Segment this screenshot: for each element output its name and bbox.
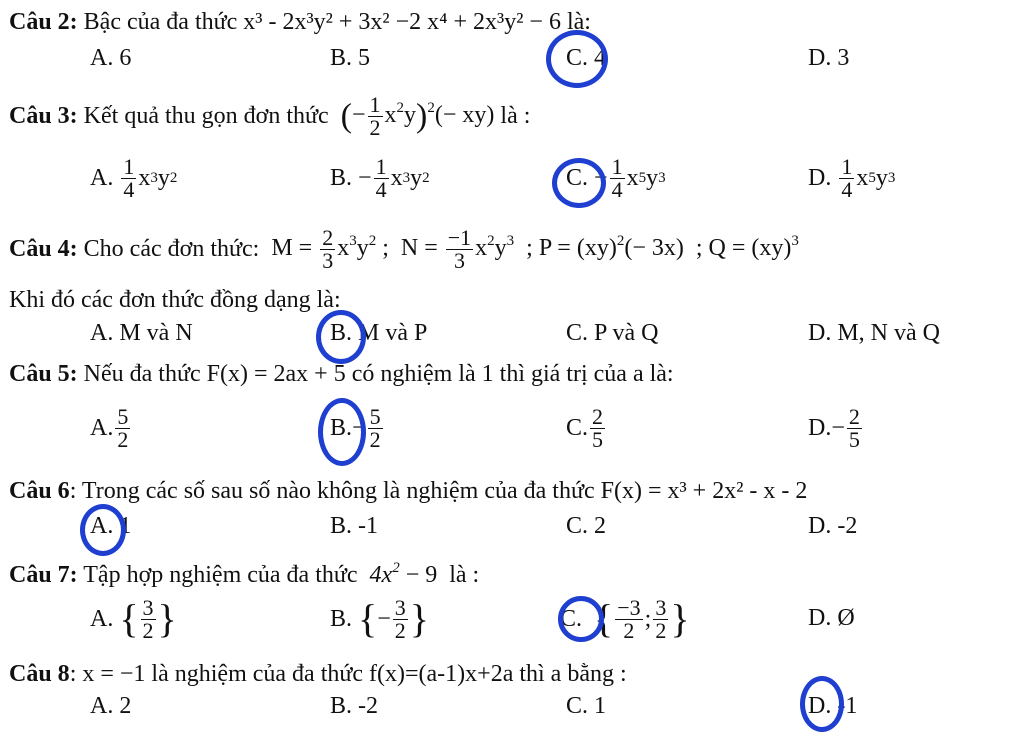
q8-option-b[interactable]: B. -2 (330, 693, 378, 719)
q5-option-c[interactable]: C. $\frac{2}{5}$ (566, 403, 604, 452)
q7-option-a-label: A. (90, 606, 114, 632)
q4-option-d[interactable]: D. M, N và Q (808, 320, 940, 346)
question-6 (9, 477, 807, 505)
q6-option-c[interactable]: C. 2 (566, 513, 607, 539)
q3-option-a-label: A. (90, 165, 114, 191)
q7-option-a[interactable]: A. { $\frac{3}{2}$ } (90, 594, 177, 643)
q3-option-c[interactable]: C. − $\frac{1}{4}$ x 5 y 3 (566, 153, 666, 202)
q6-option-d[interactable]: D. -2 (808, 513, 858, 539)
q3-option-c-label: C. (566, 165, 589, 191)
q8-label: Câu 8 (9, 661, 70, 687)
q4-option-b[interactable]: B. M và P (330, 320, 428, 346)
q5-option-a-label: A. (90, 415, 114, 441)
question-2 (9, 8, 591, 36)
question-3 (9, 91, 531, 140)
q3-expression: (− $\frac{1}{2}$ $x^2y)^2(- xy)$ (340, 91, 495, 140)
q4-option-c[interactable]: C. P và Q (566, 320, 659, 346)
q6-label: Câu 6 (9, 478, 70, 504)
q4-label: Câu 4: (9, 236, 78, 262)
q7-option-b-label: B. (330, 606, 353, 632)
q3-option-a[interactable]: A. $\frac{1}{4}$ x 3 y 2 (90, 153, 178, 202)
q7-option-c-label: C. (560, 606, 583, 632)
q5-option-b[interactable]: B. − $\frac{5}{2}$ (330, 403, 381, 452)
q3-option-b-label: B. (330, 165, 353, 191)
question-8 (9, 660, 627, 688)
q3-label: Câu 3: (9, 103, 78, 129)
question-7 (9, 561, 479, 589)
q2-label: Câu 2: (9, 9, 78, 35)
q2-option-a[interactable]: A. 6 (90, 45, 132, 71)
q7-polynomial: $4x^2 - 9$ (369, 560, 438, 588)
q5-option-a[interactable]: A. $\frac{5}{2}$ (90, 403, 129, 452)
q5-option-b-label: B. (330, 415, 353, 441)
q7-text: Tập hợp nghiệm của đa thức (83, 562, 358, 588)
q6-option-a[interactable]: A. 1 (90, 513, 132, 539)
q4-monomials: M = $\frac{2}{3}$ $x^3y^2$ ; N = $\frac{-1}{3}$ $x^2y^3$ ; P = (xy)$^2$(− 3x) ; Q = (xy)$^3$ (271, 224, 799, 273)
q2-tail: là: (566, 9, 591, 35)
q2-option-b[interactable]: B. 5 (330, 45, 371, 71)
q4-option-a[interactable]: A. M và N (90, 320, 193, 346)
q5-text: Nếu đa thức F(x) = 2ax + 5 có nghiệm là 1 thì giá trị của a là: (83, 361, 674, 387)
q3-option-d-label: D. (808, 165, 832, 191)
question-4 (9, 224, 799, 274)
q8-option-d[interactable]: D. -1 (808, 693, 858, 719)
q7-option-b[interactable]: B. { − $\frac{3}{2}$ } (330, 594, 429, 643)
q3-option-d[interactable]: D. $\frac{1}{4}$ x 5 y 3 (808, 153, 896, 202)
q8-option-a[interactable]: A. 2 (90, 693, 132, 719)
q2-polynomial: x³ - 2x³y² + 3x² −2 x⁴ + 2x³y² − 6 (243, 9, 561, 35)
q3-option-b[interactable]: B. − $\frac{1}{4}$ x 3 y 2 (330, 153, 430, 202)
q5-label: Câu 5: (9, 361, 78, 387)
q7-option-d[interactable]: D. Ø (808, 605, 855, 631)
q6-text: : Trong các số sau số nào không là nghiệm của đa thức F(x) = x³ + 2x² - x - 2 (69, 478, 808, 504)
q8-text: : x = −1 là nghiệm của đa thức f(x)=(a-1)x+2a thì a bằng : (69, 661, 627, 687)
q5-option-c-label: C. (566, 415, 589, 441)
q4-text: Cho các đơn thức: (83, 236, 260, 262)
q5-option-d[interactable]: D. − $\frac{2}{5}$ (808, 403, 860, 452)
q6-option-b[interactable]: B. -1 (330, 513, 378, 539)
q7-label: Câu 7: (9, 562, 78, 588)
q2-text: Bậc của đa thức (83, 9, 238, 35)
q7-tail: là : (449, 562, 480, 588)
q3-tail: là : (500, 103, 531, 129)
q7-option-c[interactable]: C. { $\frac{-3}{2}$ ; $\frac{3}{2}$ } (560, 594, 690, 643)
q4-line2: Khi đó các đơn thức đồng dạng là: (9, 287, 341, 313)
q3-text: Kết quả thu gọn đơn thức (83, 103, 329, 129)
q5-option-d-label: D. (808, 415, 832, 441)
q2-option-d[interactable]: D. 3 (808, 45, 850, 71)
q2-option-c[interactable]: C. 4 (566, 45, 607, 71)
q8-option-c[interactable]: C. 1 (566, 693, 607, 719)
question-5 (9, 360, 674, 388)
